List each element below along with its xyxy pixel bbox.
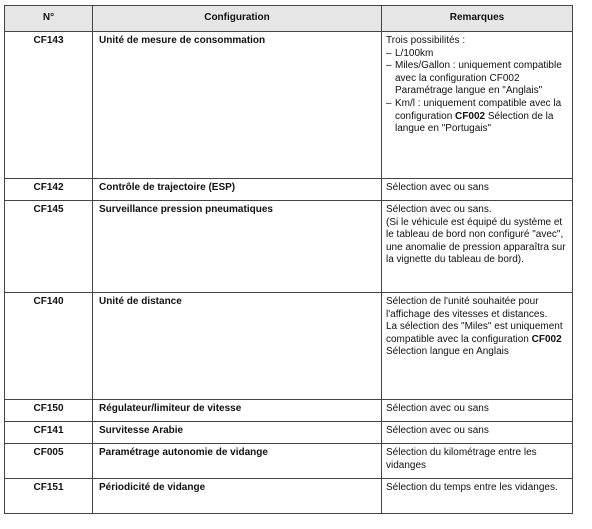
- row-num: CF145: [5, 201, 93, 293]
- row-num: CF151: [5, 479, 93, 514]
- header-row: [5, 6, 573, 32]
- table-row-cf141: [5, 422, 573, 444]
- header-remarks: Remarques: [382, 6, 573, 32]
- row-configuration: Paramétrage autonomie de vidange: [93, 444, 382, 479]
- table-row-cf142: [5, 179, 573, 201]
- table-row-cf145: [5, 201, 573, 293]
- header-num: N°: [5, 6, 93, 32]
- row-remarks: Sélection avec ou sans: [382, 179, 573, 201]
- remark-text: Km/l : uniquement compatible avec la configuration: [395, 97, 562, 122]
- remark-text: Sélection de l'unité souhaitée pour l'affichage des vitesses et distances.: [386, 296, 548, 320]
- row-num: CF141: [5, 422, 93, 444]
- row-remarks: Sélection du temps entre les vidanges.: [382, 479, 573, 514]
- table-row-cf005: [5, 444, 573, 479]
- table-row-cf150: [5, 400, 573, 422]
- remark-text: La sélection des "Miles" est uniquement compatible avec la configuration: [386, 321, 563, 345]
- remark-item: – L/100km: [386, 48, 568, 61]
- config-reference: CF002: [455, 110, 486, 122]
- row-configuration: Contrôle de trajectoire (ESP): [93, 179, 382, 201]
- row-remarks: [382, 293, 573, 400]
- row-num: CF140: [5, 293, 93, 400]
- row-remarks: [382, 201, 573, 293]
- row-configuration: Surveillance pression pneumatiques: [93, 201, 382, 293]
- table-row-cf140: [5, 293, 573, 400]
- header-configuration: Configuration: [93, 6, 382, 32]
- table-row-cf143: [5, 32, 573, 179]
- row-configuration: Périodicité de vidange: [93, 479, 382, 514]
- remark-item: – Miles/Gallon : uniquement compatible avec la configuration CF002 Paramétrage langue en "Anglais": [386, 60, 568, 98]
- config-reference: CF002: [531, 333, 562, 345]
- row-num: CF143: [5, 32, 93, 179]
- row-configuration: Unité de mesure de consommation: [93, 32, 382, 179]
- row-num: CF150: [5, 400, 93, 422]
- row-remarks: [382, 32, 573, 179]
- row-configuration: Régulateur/limiteur de vitesse: [93, 400, 382, 422]
- row-num: CF142: [5, 179, 93, 201]
- row-configuration: Unité de distance: [93, 293, 382, 400]
- row-configuration: Survitesse Arabie: [93, 422, 382, 444]
- remark-note: [386, 321, 568, 359]
- row-num: CF005: [5, 444, 93, 479]
- remark-text: Sélection avec ou sans.: [386, 204, 492, 215]
- remark-intro: Trois possibilités :: [386, 35, 466, 46]
- remark-text: Sélection langue en Anglais: [386, 346, 509, 358]
- row-remarks: Sélection avec ou sans: [382, 422, 573, 444]
- remark-item: [386, 98, 568, 136]
- row-remarks: Sélection du kilométrage entre les vidanges: [382, 444, 573, 479]
- remark-note: (Si le véhicule est équipé du système et le tableau de bord non configuré "avec", une anomalie de pression apparaîtra sur la vignette du tableau de bord).: [386, 216, 566, 266]
- configuration-table: [4, 5, 573, 514]
- table-row-cf151: [5, 479, 573, 514]
- row-remarks: Sélection avec ou sans: [382, 400, 573, 422]
- remark-text: Sélection de la langue en "Portugais": [395, 110, 554, 135]
